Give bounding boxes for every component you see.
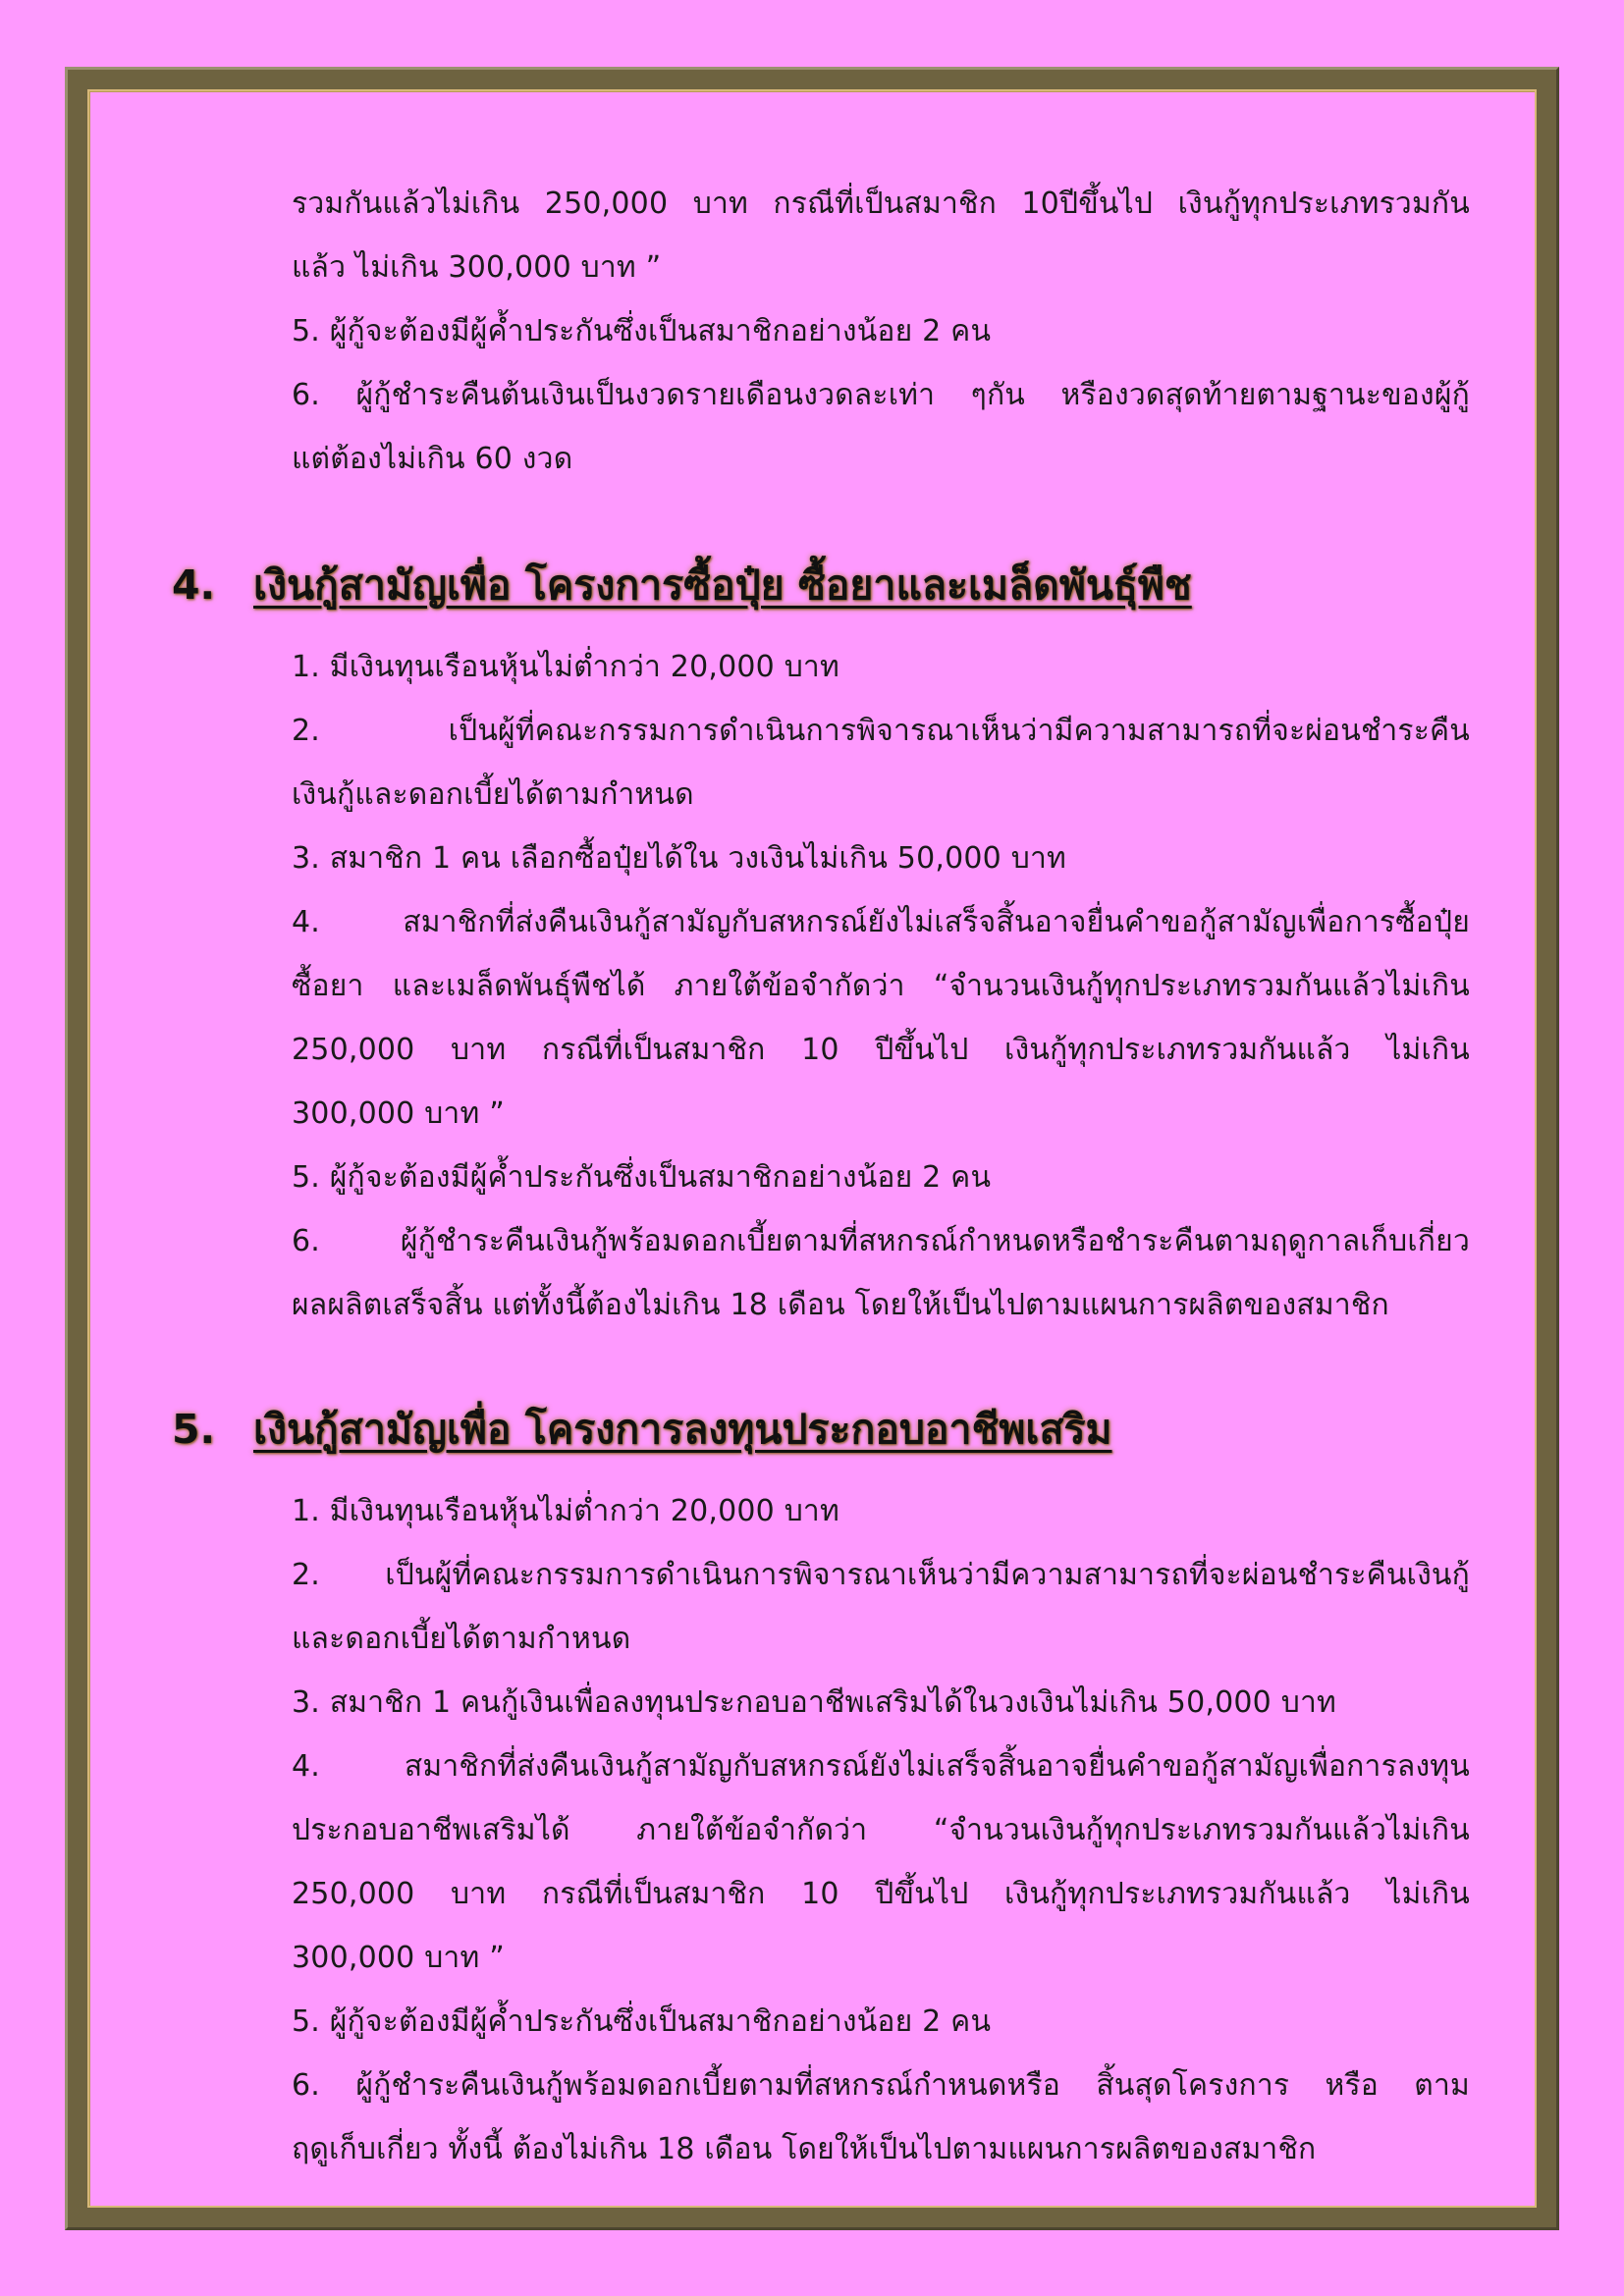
section-5-line: 250,000 บาท กรณีที่เป็นสมาชิก 10 ปีขึ้นไป เงินกู้ทุกประเภทรวมกันแล้ว ไม่เกิน <box>292 1877 1470 1911</box>
section-5-line: 300,000 บาท ” <box>292 1941 505 1975</box>
intro-item-5: 5. ผู้กู้จะต้องมีผู้ค้ำประกันซึ่งเป็นสมาชิกอย่างน้อย 2 คน <box>292 314 992 348</box>
section-5-item-6: 6. ผู้กู้ชำระคืนเงินกู้พร้อมดอกเบี้ยตามที่สหกรณ์กำหนดหรือ สิ้นสุดโครงการ หรือ ตาม <box>292 2068 1470 2103</box>
section-5-item-2: 2. เป็นผู้ที่คณะกรรมการดำเนินการพิจารณาเห็นว่ามีความสามารถที่จะผ่อนชำระคืนเงินกู้ <box>292 1558 1470 1592</box>
section-4-item-4: 4. สมาชิกที่ส่งคืนเงินกู้สามัญกับสหกรณ์ยังไม่เสร็จสิ้นอาจยื่นคำขอกู้สามัญเพื่อการซื้อปุ๋ย <box>292 905 1470 939</box>
intro-item-6: 6. ผู้กู้ชำระคืนต้นเงินเป็นงวดรายเดือนงวดละเท่า ๆกัน หรืองวดสุดท้ายตามฐานะของผู้กู้ <box>292 378 1470 412</box>
section-4-heading <box>172 558 1192 613</box>
section-4-item-6: 6. ผู้กู้ชำระคืนเงินกู้พร้อมดอกเบี้ยตามที่สหกรณ์กำหนดหรือชำระคืนตามฤดูกาลเก็บเกี่ยว <box>292 1224 1470 1258</box>
intro-line: แล้ว ไม่เกิน 300,000 บาท ” <box>292 250 662 285</box>
section-4-line: ซื้อยา และเมล็ดพันธุ์พืชได้ ภายใต้ข้อจำกัดว่า “จำนวนเงินกู้ทุกประเภทรวมกันแล้วไม่เกิน <box>292 969 1470 1003</box>
section-5-item-4: 4. สมาชิกที่ส่งคืนเงินกู้สามัญกับสหกรณ์ยังไม่เสร็จสิ้นอาจยื่นคำขอกู้สามัญเพื่อการลงทุน <box>292 1749 1470 1784</box>
section-4-line: เงินกู้และดอกเบี้ยได้ตามกำหนด <box>292 777 694 812</box>
section-4-line: 250,000 บาท กรณีที่เป็นสมาชิก 10 ปีขึ้นไป เงินกู้ทุกประเภทรวมกันแล้ว ไม่เกิน <box>292 1033 1470 1067</box>
intro-line: แต่ต้องไม่เกิน 60 งวด <box>292 442 573 476</box>
section-4-number: 4. <box>172 561 216 609</box>
section-5-line: และดอกเบี้ยได้ตามกำหนด <box>292 1622 631 1656</box>
section-5-item-3: 3. สมาชิก 1 คนกู้เงินเพื่อลงทุนประกอบอาชีพเสริมได้ในวงเงินไม่เกิน 50,000 บาท <box>292 1685 1336 1720</box>
section-4-item-3: 3. สมาชิก 1 คน เลือกซื้อปุ๋ยได้ใน วงเงินไม่เกิน 50,000 บาท <box>292 841 1066 876</box>
section-5-line: ประกอบอาชีพเสริมได้ ภายใต้ข้อจำกัดว่า “จำนวนเงินกู้ทุกประเภทรวมกันแล้วไม่เกิน <box>292 1813 1470 1847</box>
section-4-title: เงินกู้สามัญเพื่อ โครงการซื้อปุ๋ย ซื้อยาและเมล็ดพันธุ์พืช <box>253 561 1192 609</box>
section-5-number: 5. <box>172 1406 216 1453</box>
section-5-title: เงินกู้สามัญเพื่อ โครงการลงทุนประกอบอาชีพเสริม <box>253 1406 1112 1453</box>
section-4-line: 300,000 บาท ” <box>292 1096 505 1131</box>
section-5-item-5: 5. ผู้กู้จะต้องมีผู้ค้ำประกันซึ่งเป็นสมาชิกอย่างน้อย 2 คน <box>292 2004 992 2039</box>
section-4-item-1: 1. มีเงินทุนเรือนหุ้นไม่ต่ำกว่า 20,000 บาท <box>292 650 839 684</box>
section-5-line: ฤดูเก็บเกี่ยว ทั้งนี้ ต้องไม่เกิน 18 เดือน โดยให้เป็นไปตามแผนการผลิตของสมาชิก <box>292 2132 1317 2166</box>
section-4-item-2: 2. เป็นผู้ที่คณะกรรมการดำเนินการพิจารณาเห็นว่ามีความสามารถที่จะผ่อนชำระคืน <box>292 714 1470 748</box>
section-4-line: ผลผลิตเสร็จสิ้น แต่ทั้งนี้ต้องไม่เกิน 18 เดือน โดยให้เป็นไปตามแผนการผลิตของสมาชิก <box>292 1288 1389 1322</box>
section-5-item-1: 1. มีเงินทุนเรือนหุ้นไม่ต่ำกว่า 20,000 บาท <box>292 1494 839 1528</box>
intro-line: รวมกันแล้วไม่เกิน 250,000 บาท กรณีที่เป็นสมาชิก 10ปีขึ้นไป เงินกู้ทุกประเภทรวมกัน <box>292 187 1470 221</box>
section-4-item-5: 5. ผู้กู้จะต้องมีผู้ค้ำประกันซึ่งเป็นสมาชิกอย่างน้อย 2 คน <box>292 1160 992 1195</box>
section-5-heading <box>172 1402 1112 1457</box>
